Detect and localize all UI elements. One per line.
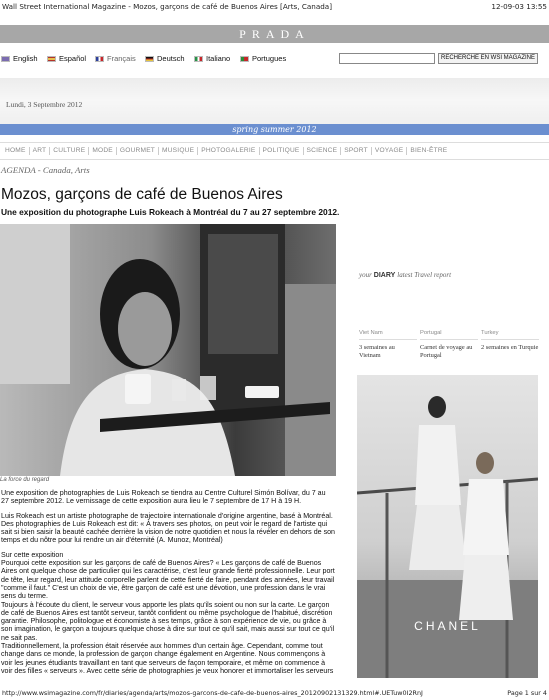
print-title: Wall Street International Magazine - Mozos, garçons de café de Buenos Aires [Arts, Canada] — [2, 2, 333, 11]
lang-portugues-label: Portugues — [252, 54, 287, 63]
nav-item-culture[interactable]: CULTURE — [50, 147, 89, 155]
chanel-ad[interactable] — [357, 375, 538, 678]
paragraph-tradition: Traditionnellement, la profession était réservée aux hommes d'un certain âge. Cependant, comme tout change dans ce monde, la profession de garçon change également en Argentine. Nous commençons à voir les jeunes étudiants travaillant en tant que serveurs de façon temporaire, et même on commence à voir des filles « serveurs ». Avec cette série de photographies je veux honorer et immortaliser les serveurs — [1, 642, 334, 675]
nav-item-voyage[interactable]: VOYAGE — [372, 147, 408, 155]
divider — [481, 339, 539, 340]
lang-english-label: English — [13, 54, 38, 63]
travel-item-turkey[interactable] — [481, 330, 539, 352]
photo-caption: La force du regard — [0, 477, 50, 483]
travel-country: Viet Nam — [359, 330, 383, 336]
season-banner[interactable] — [0, 124, 549, 135]
paragraph-artist: Luis Rokeach est un artiste photographe de trajectoire internationale d'origine argentine, basé à Montréal. Des photographies de Luis Rokeach est dit: « À travers ses photos, on peut voir le regard de l'artiste qui sait si bien saisir la beauté cachée derrière la vision de notre quotidien et nous la révéler en dehors de son temps et du nôtre pour lui rendre un air d'éternité (A. Munoz, Montréal) — [1, 511, 336, 545]
lang-italiano[interactable] — [194, 54, 230, 63]
flag-it-icon — [194, 56, 203, 62]
language-bar — [0, 53, 549, 67]
lang-portugues[interactable] — [240, 54, 286, 63]
article-section[interactable]: AGENDA - Canada, Arts — [1, 165, 90, 175]
lang-deutsch-label: Deutsch — [157, 54, 185, 63]
lang-francais[interactable] — [95, 54, 136, 63]
prada-logo[interactable]: PRADA — [239, 27, 310, 41]
brand-banner[interactable] — [0, 25, 549, 43]
lang-english[interactable] — [1, 54, 38, 63]
flag-fr-icon — [95, 56, 104, 62]
paragraph-service: Toujours à l'écoute du client, le serveur vous apporte les plats qu'ils soient ou non sur la carte. Le garçon de café de Buenos Aires est tantôt serveur, tantôt confident ou même psychologue de l'habitué, discrétion garantie. Philosophe, politologue et économiste à ses temps, grâce à son expérience de vie, ou grâce à son imagination, le garçon a toujours quelque chose à dire sur tout ce qu'il sait, mais aussi sur tout ce qu'il ne sait pas. — [1, 600, 335, 642]
print-header — [0, 0, 549, 16]
nav-item-home[interactable]: HOME — [2, 147, 30, 155]
flag-pt-icon — [240, 56, 249, 62]
paragraph-why: Pourquoi cette exposition sur les garçons de café de Buenos Aires? « Les garçons de café de Buenos Aires ont quelque chose de particulier qui les caractérise, c'est leur grande fierté professionnelle. Leur port de tête, leur regard, leur attitude corporelle parlent de cette fierté de faire, pendant des années, leur travail "comme il faut." C'est un choix de vie, être garçon de café est une dévotion, une profession dans le vrai sens du terme. — [1, 559, 335, 601]
article-subtitle: Une exposition du photographe Luis Rokeach à Montréal du 7 au 27 septembre 2012. — [1, 207, 340, 217]
diary-word: DIARY — [373, 272, 396, 279]
flag-de-icon — [145, 56, 154, 62]
travel-item-portugal[interactable] — [420, 330, 478, 359]
divider — [420, 339, 478, 340]
article-photo[interactable] — [0, 224, 336, 476]
nav-item-science[interactable]: SCIENCE — [304, 147, 342, 155]
flag-uk-icon — [1, 56, 10, 62]
flag-es-icon — [47, 56, 56, 62]
lang-deutsch[interactable] — [145, 54, 185, 63]
waitress-photo — [0, 224, 336, 476]
travel-desc[interactable]: 2 semaines en Turquie — [481, 344, 539, 351]
search-input[interactable] — [339, 53, 435, 64]
print-date: 12-09-03 13:55 — [491, 2, 547, 11]
nav-item-sport[interactable]: SPORT — [341, 147, 372, 155]
current-date: Lundi, 3 Septembre 2012 — [6, 100, 83, 109]
search-button[interactable]: RECHERCHE EN WSI MAGAZINE — [438, 53, 538, 64]
print-footer — [0, 686, 549, 700]
diary-your: your — [359, 271, 372, 279]
nav-item-musique[interactable]: MUSIQUE — [159, 147, 198, 155]
nav-item-bien-etre[interactable]: BIEN-ÊTRE — [410, 147, 448, 154]
nav-item-photogalerie[interactable]: PHOTOGALERIE — [198, 147, 259, 155]
travel-country: Turkey — [481, 330, 499, 336]
nav-item-politique[interactable]: POLITIQUE — [260, 147, 304, 155]
lang-francais-label: Français — [107, 54, 136, 63]
diary-header — [359, 271, 451, 279]
lang-espanol[interactable] — [47, 54, 86, 63]
print-url: http://www.wsimagazine.com/fr/diaries/agenda/arts/mozos-garcons-de-cafe-de-buenos-aires_20120902131329.html#.UETuw0I2RnJ — [2, 689, 423, 697]
travel-desc[interactable]: 3 semaines au Vietnam — [359, 344, 395, 359]
travel-country: Portugal — [420, 330, 442, 336]
page-number: Page 1 sur 4 — [507, 689, 547, 697]
nav-item-gourmet[interactable]: GOURMET — [117, 147, 159, 155]
nav-item-mode[interactable]: MODE — [89, 147, 117, 155]
season-text: spring summer 2012 — [232, 125, 317, 134]
divider — [359, 339, 417, 340]
paragraph-intro: Une exposition de photographies de Luis Rokeach se tiendra au Centre Culturel Simón Bolívar, du 7 au 27 septembre 2012. Le vernissage de cette exposition aura lieu le 7 septembre de 17 H à 19 H. — [1, 489, 326, 506]
nav-item-art[interactable]: ART — [30, 147, 51, 155]
travel-desc[interactable]: Carnet de voyage au Portugal — [420, 344, 473, 359]
paragraph-heading: Sur cette exposition — [1, 550, 64, 559]
lang-espanol-label: Español — [59, 54, 87, 63]
article-body — [1, 489, 335, 675]
diary-latest: latest Travel report — [397, 271, 452, 279]
ad-brand-logo: CHANEL — [414, 619, 481, 633]
lang-italiano-label: Italiano — [206, 54, 231, 63]
article-title: Mozos, garçons de café de Buenos Aires — [1, 186, 283, 203]
travel-item-vietnam[interactable] — [359, 330, 417, 359]
main-nav — [0, 142, 549, 160]
